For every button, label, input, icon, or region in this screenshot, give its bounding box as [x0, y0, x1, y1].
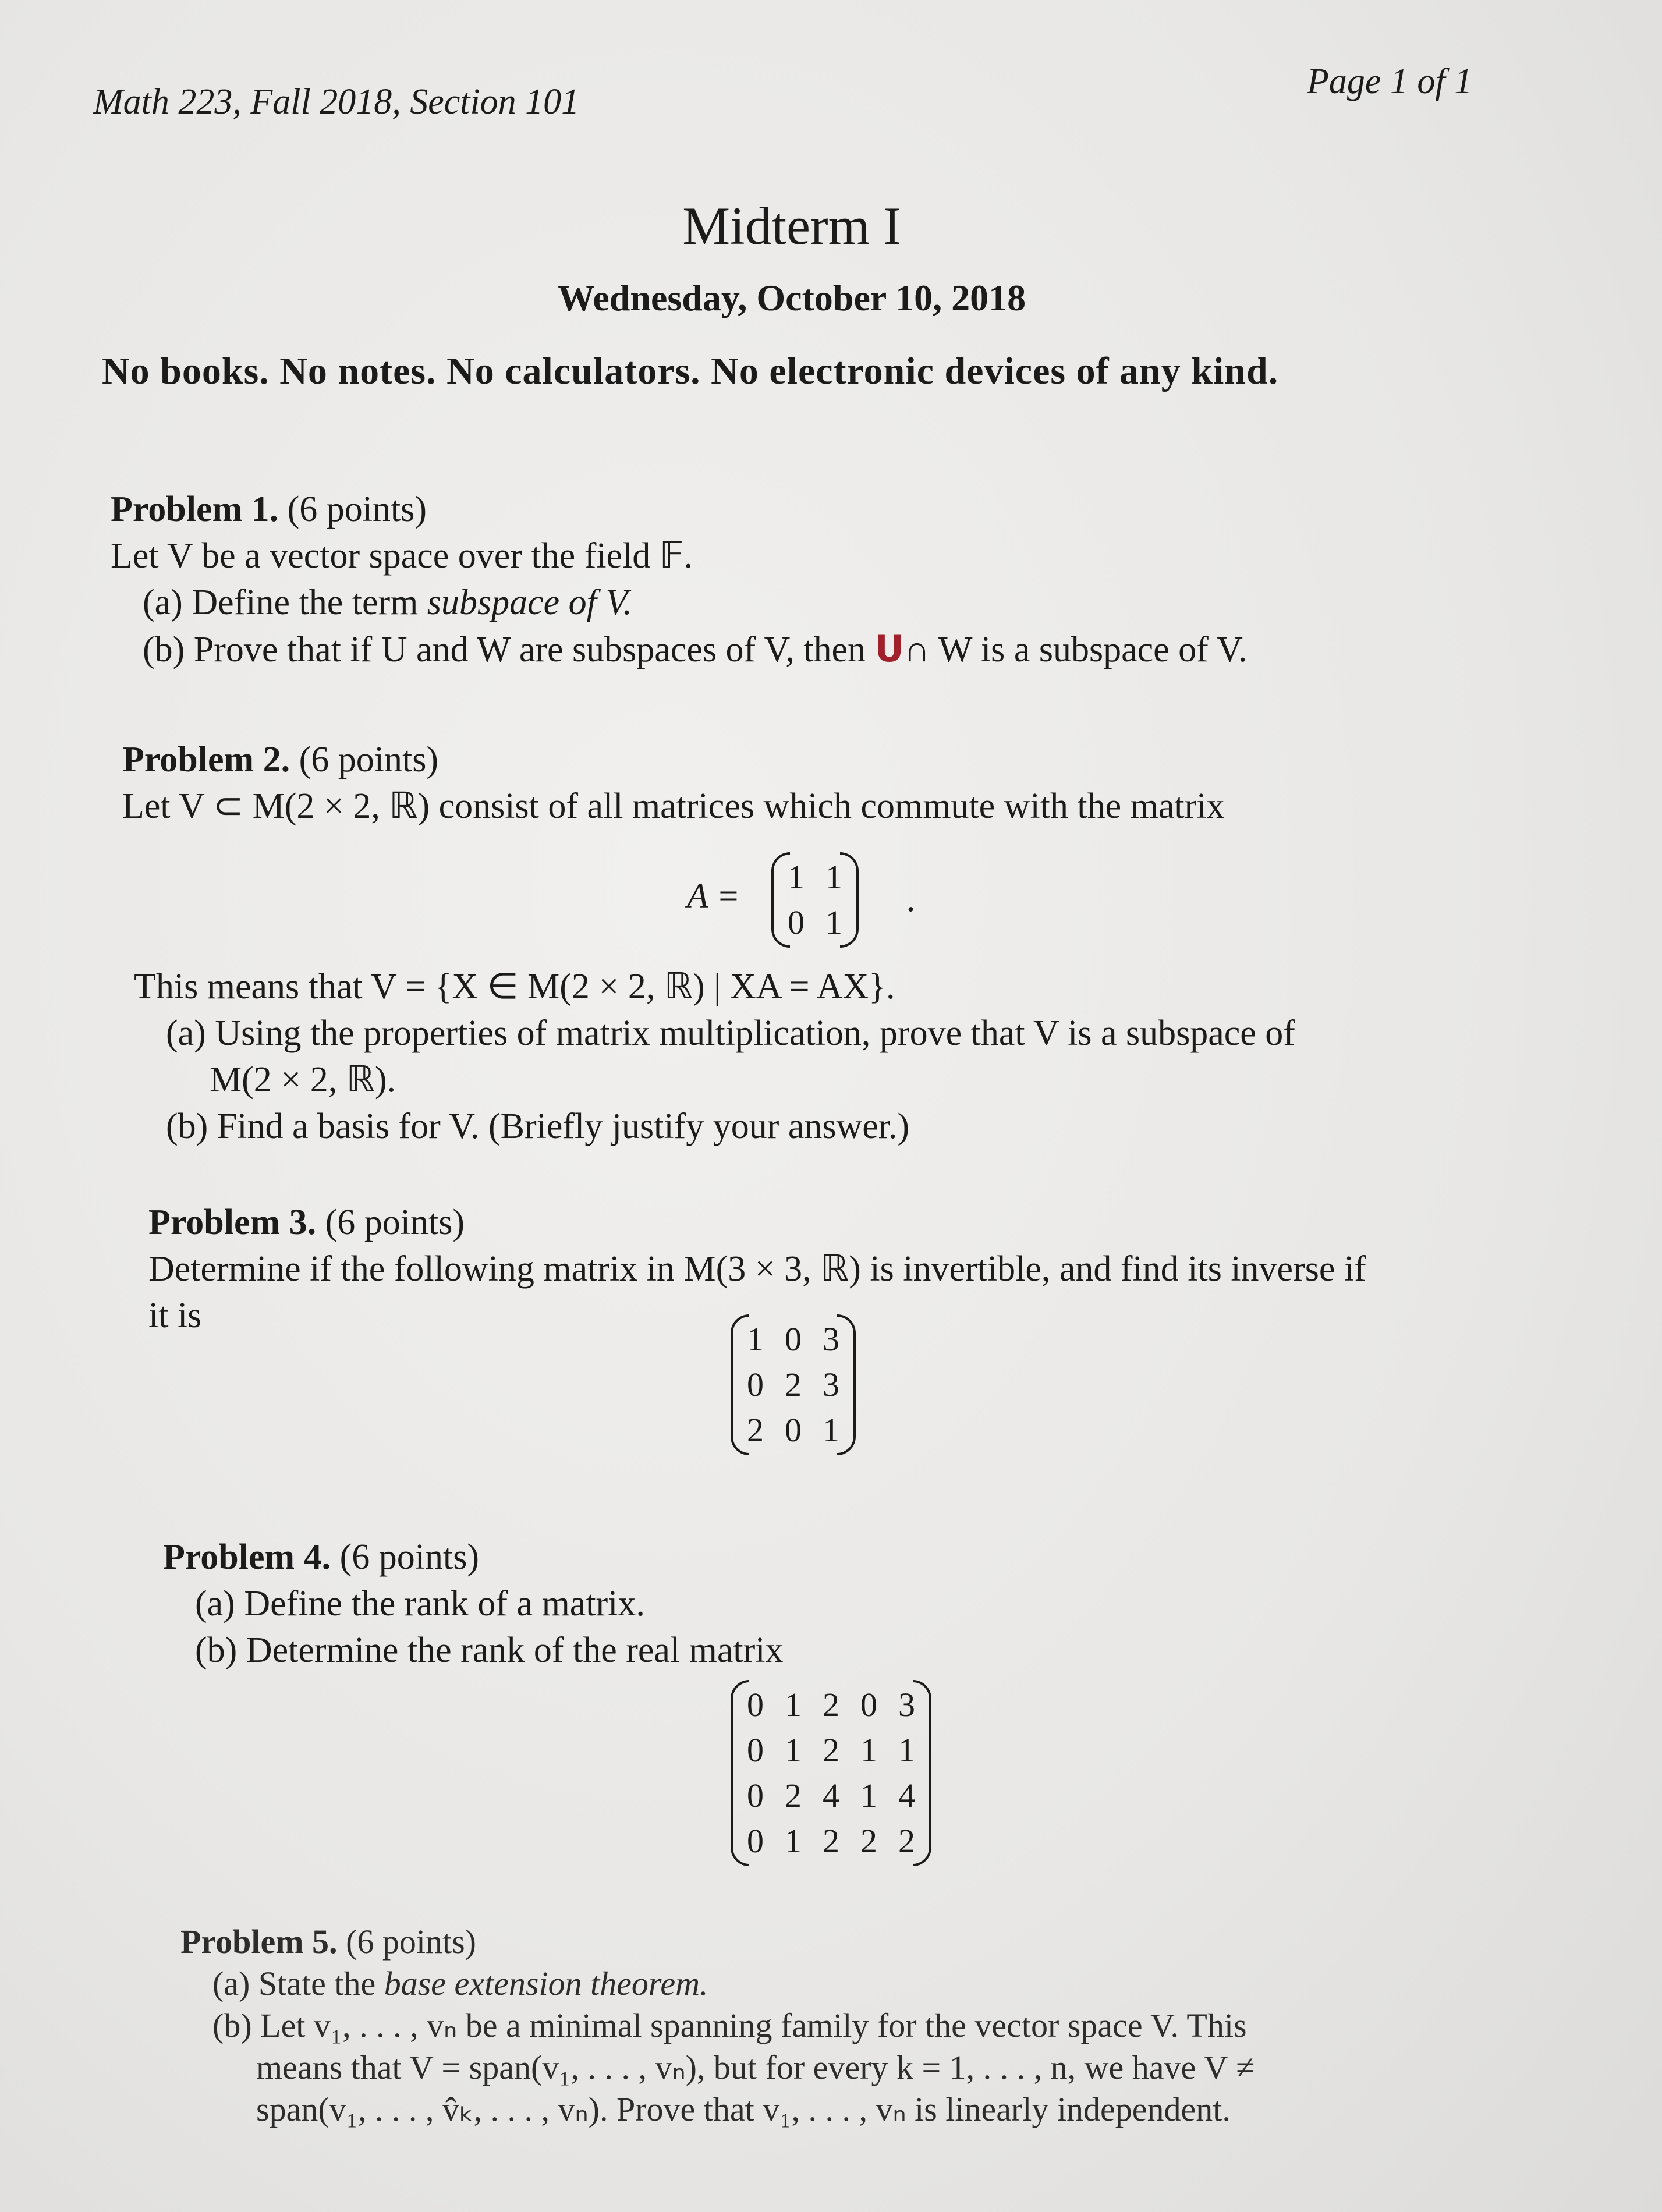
- problem-intro: Let V ⊂ M(2 × 2, ℝ) consist of all matrices which commute with the matrix: [122, 786, 1225, 826]
- problem-2: [122, 736, 1224, 830]
- problem-part-a: (a) Define the rank of a matrix.: [195, 1584, 645, 1623]
- exam-title: Midterm I: [682, 196, 901, 256]
- problem-2-parts: [134, 963, 1295, 1150]
- matrix-cell: 4: [823, 1777, 839, 1814]
- problem-title: Problem 5.: [180, 1923, 338, 1961]
- problem-title: Problem 2.: [122, 740, 290, 779]
- problem-title: Problem 4.: [163, 1537, 331, 1577]
- problem-part-b: (b) Find a basis for V. (Briefly justify your answer.): [166, 1107, 910, 1146]
- right-paren: [840, 852, 859, 948]
- matrix-cell: 0: [747, 1822, 764, 1860]
- matrix-a: [777, 855, 853, 945]
- handwritten-correction: U: [874, 628, 904, 670]
- matrix-cell: 0: [747, 1777, 764, 1814]
- matrix-cell: 0: [747, 1366, 764, 1403]
- matrix-cell: 0: [788, 903, 805, 941]
- matrix-cell: 2: [785, 1777, 802, 1814]
- matrix-cell: 2: [898, 1822, 915, 1860]
- problem-points: (6 points): [287, 490, 427, 529]
- problem-1: [111, 486, 1247, 673]
- matrix-cell: 2: [823, 1686, 839, 1724]
- matrix-cell: 0: [747, 1686, 764, 1724]
- matrix-label: A =: [687, 877, 740, 915]
- problem-intro: Determine if the following matrix in M(3 × 3, ℝ) is invertible, and find its inverse if: [148, 1249, 1366, 1289]
- matrix-cell: 1: [898, 1731, 915, 1769]
- matrix-cell: 1: [823, 1411, 839, 1449]
- problem-points: (6 points): [346, 1923, 476, 1961]
- problem-part-a: (a) Define the term subspace of V.: [143, 583, 632, 622]
- matrix-cell: 1: [785, 1822, 802, 1860]
- matrix-cell: 1: [825, 858, 842, 896]
- left-paren: [731, 1314, 749, 1455]
- matrix-3x3: [736, 1317, 850, 1453]
- problem-points: (6 points): [339, 1537, 480, 1577]
- matrix-cell: 3: [823, 1366, 839, 1403]
- problem-points: (6 points): [299, 740, 439, 779]
- matrix-cell: 1: [860, 1731, 877, 1769]
- left-paren: [771, 852, 790, 948]
- matrix-cell: 2: [823, 1822, 839, 1860]
- matrix-cell: 1: [747, 1320, 764, 1358]
- matrix-cell: 0: [785, 1320, 802, 1358]
- exam-rules: No books. No notes. No calculators. No electronic devices of any kind.: [102, 350, 1279, 392]
- matrix-cell: 1: [788, 858, 805, 896]
- matrix-4x5: [736, 1682, 926, 1864]
- problem-4: [163, 1534, 784, 1674]
- problem-part-b: (b) Let v₁, . . . , vₙ be a minimal spanning family for the vector space V. This: [212, 2007, 1247, 2044]
- matrix-cell: 0: [785, 1411, 802, 1449]
- matrix-cell: 2: [785, 1366, 802, 1403]
- matrix-cell: 0: [747, 1731, 764, 1769]
- problem-5: [180, 1921, 1255, 2131]
- matrix-cell: 1: [825, 903, 842, 941]
- problem-part-a: (a) Using the properties of matrix multiplication, prove that V is a subspace of: [166, 1013, 1295, 1053]
- matrix-cell: 2: [747, 1411, 764, 1449]
- problem-part-b-cont: means that V = span(v₁, . . . , vₙ), but for every k = 1, . . . , n, we have V ≠: [256, 2048, 1255, 2086]
- problem-means: This means that V = {X ∈ M(2 × 2, ℝ) | XA = AX}.: [134, 967, 895, 1006]
- matrix-cell: 2: [823, 1731, 839, 1769]
- course-header: Math 223, Fall 2018, Section 101: [93, 82, 580, 122]
- problem-intro-cont: it is: [148, 1296, 202, 1335]
- problem-points: (6 points): [325, 1203, 465, 1242]
- right-paren: [837, 1314, 856, 1455]
- problem-intro: Let V be a vector space over the field 𝔽.: [111, 536, 693, 576]
- page-number: Page 1 of 1: [1307, 62, 1473, 101]
- problem-part-b: (b) Prove that if U and W are subspaces of V, then U∩ W is a subspace of V.: [143, 628, 1248, 670]
- matrix-suffix: .: [905, 879, 917, 920]
- matrix-cell: 2: [860, 1822, 877, 1860]
- exam-date: Wednesday, October 10, 2018: [557, 277, 1026, 318]
- matrix-cell: 1: [860, 1777, 877, 1814]
- problem-part-b: (b) Determine the rank of the real matrix: [195, 1630, 784, 1670]
- matrix-cell: 1: [785, 1686, 802, 1724]
- right-paren: [913, 1680, 931, 1866]
- problem-part-b-cont: span(v₁, . . . , v̂ₖ, . . . , vₙ). Prove that v₁, . . . , vₙ is linearly independent.: [256, 2090, 1231, 2128]
- problem-part-a-cont: M(2 × 2, ℝ).: [210, 1060, 396, 1100]
- problem-part-a: (a) State the base extension theorem.: [212, 1965, 708, 2002]
- matrix-cell: 3: [898, 1686, 915, 1724]
- matrix-cell: 4: [898, 1777, 915, 1814]
- left-paren: [731, 1680, 749, 1866]
- problem-title: Problem 1.: [111, 490, 279, 529]
- matrix-cell: 3: [823, 1320, 839, 1358]
- matrix-cell: 0: [860, 1686, 877, 1724]
- matrix-cell: 1: [785, 1731, 802, 1769]
- problem-title: Problem 3.: [148, 1203, 317, 1242]
